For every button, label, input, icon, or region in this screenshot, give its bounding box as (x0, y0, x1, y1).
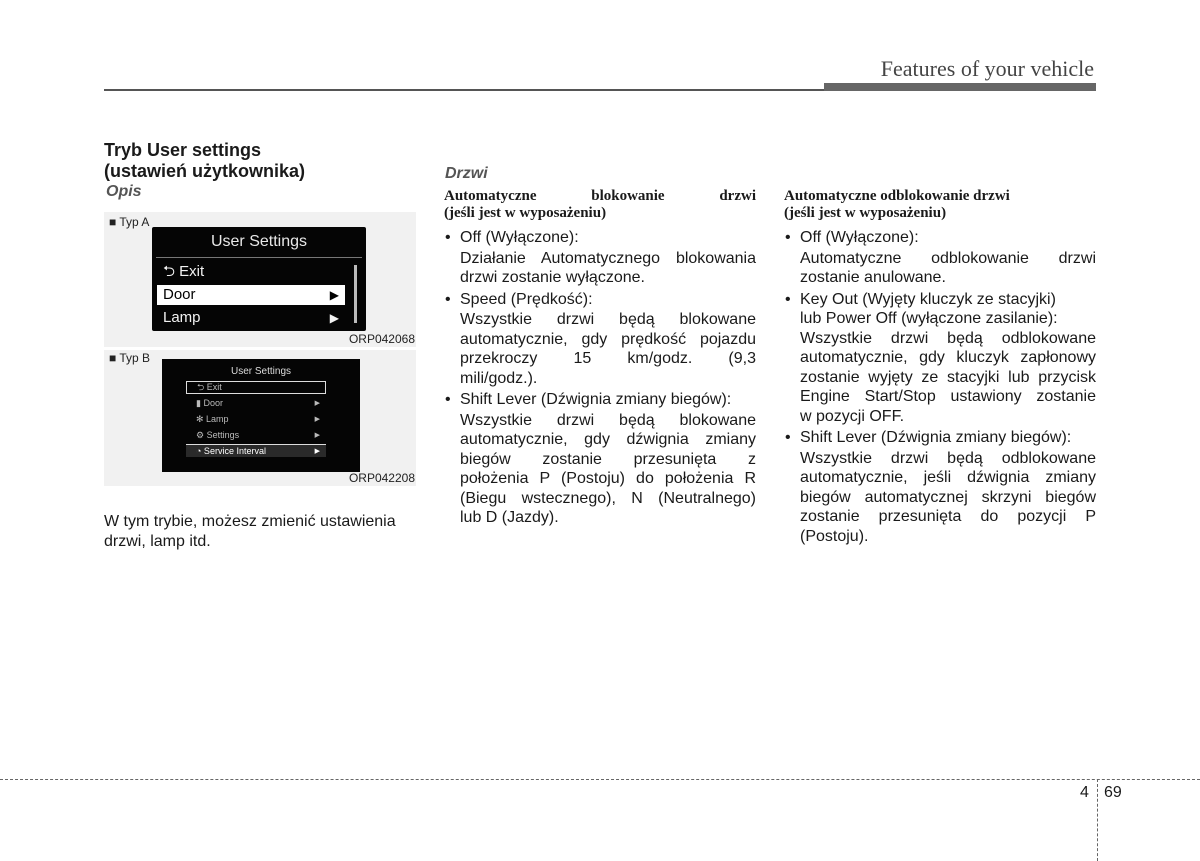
figure-b-item-door-label: ▮ Door (196, 398, 223, 408)
figure-a-item-lamp (157, 308, 345, 328)
bullet-label: • Key Out (Wyjęty kluczyk ze stacyjki) (800, 290, 1056, 308)
bullet-line: Wszystkie drzwi będą blokowane (460, 411, 756, 429)
figure-a-label: ■ Typ A (109, 215, 150, 229)
bullet-line: Engine Start/Stop ustawiony zostanie (800, 388, 1096, 405)
chevron-right-icon: ▶ (314, 400, 320, 407)
figure-b-code: ORP042208 (348, 471, 415, 485)
middle-bullet-shift-lever (460, 390, 756, 528)
bullet-line: zostanie anulowane. (800, 269, 946, 286)
bullet-line: Wszystkie drzwi będą blokowane (460, 311, 756, 328)
left-body-line2: drzwi, lamp itd. (104, 532, 211, 550)
right-subheading-line1: Automatyczne odblokowanie drzwi (784, 188, 1010, 204)
bullet-body (800, 449, 1096, 547)
figure-b-label: ■ Typ B (109, 351, 151, 365)
middle-subheading-line2: (jeśli jest w wyposażeniu) (444, 205, 607, 221)
bullet-line: biegów automatycznej skrzyni biegów (800, 488, 1096, 506)
bullet-line: biegów zostanie przesunięta z (460, 450, 756, 468)
bullet-line: przekroczy 15 km/godz. (9,3 (460, 350, 756, 367)
left-body-paragraph (104, 512, 422, 551)
chevron-right-icon: ▶ (314, 448, 320, 455)
section-title-line1: Tryb User settings (104, 140, 262, 160)
chevron-right-icon: ▶ (329, 311, 339, 325)
chevron-right-icon: ▶ (329, 288, 339, 302)
bullet-line: w pozycji OFF. (800, 407, 905, 425)
figure-b-item-settings (186, 429, 326, 442)
chapter-number: 4 (1080, 784, 1089, 801)
figure-b-screen-title: User Settings (230, 366, 292, 377)
bullet-label: • Off (Wyłączone): (800, 229, 919, 246)
footer-divider (1097, 779, 1098, 861)
bullet-body (800, 329, 1096, 427)
header-rule (104, 89, 824, 91)
bullet-body (460, 411, 756, 528)
middle-heading: Drzwi (445, 165, 488, 182)
bullet-line: Wszystkie drzwi będą odblokowane (800, 449, 1096, 467)
bullet-line: automatycznie, gdy kluczyk zapłonowy (800, 349, 1096, 366)
bullet-body (460, 310, 756, 388)
figure-a-item-exit (157, 262, 345, 282)
middle-bullet-speed (460, 290, 756, 389)
figure-b-item-door (186, 397, 326, 410)
bullet-label: • Shift Lever (Dźwignia zmiany biegów): (460, 391, 732, 408)
section-subtitle: Opis (106, 183, 142, 200)
figure-b-item-lamp-label: ✻ Lamp (196, 414, 229, 424)
figure-b-screen (162, 359, 360, 472)
bullet-body (460, 249, 756, 288)
figure-a-item-lamp-label: Lamp (163, 309, 201, 326)
bullet-line: automatycznie, jeśli dźwignia zmiany (800, 469, 1096, 486)
middle-bullet-list (460, 228, 756, 528)
figure-a-code: ORP042068 (348, 332, 415, 346)
figure-b-item-service-interval (186, 444, 326, 457)
bullet-line: Działanie Automatycznego blokowania (460, 249, 756, 267)
header-rule-accent (824, 83, 1096, 91)
bullet-line: Wszystkie drzwi będą odblokowane (800, 329, 1096, 347)
middle-subheading-line1: Automatyczne blokowanie drzwi (444, 188, 756, 204)
figure-a-screen (152, 227, 366, 331)
bullet-label: • Shift Lever (Dźwignia zmiany biegów): (800, 429, 1072, 446)
bullet-label: • Speed (Prędkość): (460, 290, 593, 308)
right-bullet-list (800, 228, 1096, 546)
bullet-line: Automatyczne odblokowanie drzwi (800, 249, 1096, 267)
figure-b-item-settings-label: ⚙ Settings (196, 430, 240, 440)
chevron-right-icon: ▶ (314, 432, 320, 439)
bullet-line: automatycznie, gdy dźwignia zmiany (460, 431, 756, 448)
right-bullet-shift-lever (800, 428, 1096, 546)
figure-a-item-exit-label: ⮌ Exit (163, 263, 205, 280)
figure-b-item-exit-label: ⮌ Exit (197, 382, 222, 392)
right-subheading-line2: (jeśli jest w wyposażeniu) (784, 205, 947, 221)
figure-a-item-door (157, 285, 345, 305)
figure-a-scrollbar (354, 265, 357, 323)
left-body-line1: W tym trybie, możesz zmienić ustawienia (104, 513, 396, 530)
bullet-line: lub D (Jazdy). (460, 509, 559, 526)
figure-a-item-door-label: Door (163, 286, 196, 303)
figure-a-screen-title: User Settings (210, 233, 308, 250)
section-title-line2: (ustawień użytkownika) (104, 161, 306, 181)
figure-b-item-service-interval-label: ◔ Service Interval (196, 446, 266, 456)
section-title (104, 140, 305, 182)
bullet-line: (Biegu wstecznego), N (Neutralnego) (460, 489, 756, 507)
bullet-label-line2: lub Power Off (wyłączone zasilanie): (800, 310, 1058, 327)
middle-subheading (444, 188, 756, 222)
figure-b-item-exit (186, 381, 326, 394)
middle-bullet-off (460, 228, 756, 288)
right-subheading (784, 188, 1096, 222)
page-number: 69 (1104, 784, 1122, 801)
bullet-line: zostanie wyjęty ze stacyjki lub przycisk (800, 368, 1096, 386)
chevron-right-icon: ▶ (314, 416, 320, 423)
bullet-line: (Postoju). (800, 527, 869, 545)
footer-rule (0, 779, 1200, 780)
figure-a-screen-divider (156, 257, 362, 258)
bullet-line: drzwi zostanie wyłączone. (460, 269, 645, 286)
bullet-line: automatycznie, gdy prędkość pojazdu (460, 330, 756, 348)
bullet-label: • Off (Wyłączone): (460, 229, 579, 246)
bullet-line: położenia P (Postoju) do położenia R (460, 470, 756, 487)
figure-b-item-lamp (186, 413, 326, 426)
bullet-body (800, 249, 1096, 288)
right-bullet-key-out (800, 290, 1096, 427)
right-bullet-off (800, 228, 1096, 288)
bullet-line: mili/godz.). (460, 369, 538, 387)
bullet-line: zostanie przesunięta do pozycji P (800, 508, 1096, 525)
running-header: Features of your vehicle (880, 56, 1094, 81)
